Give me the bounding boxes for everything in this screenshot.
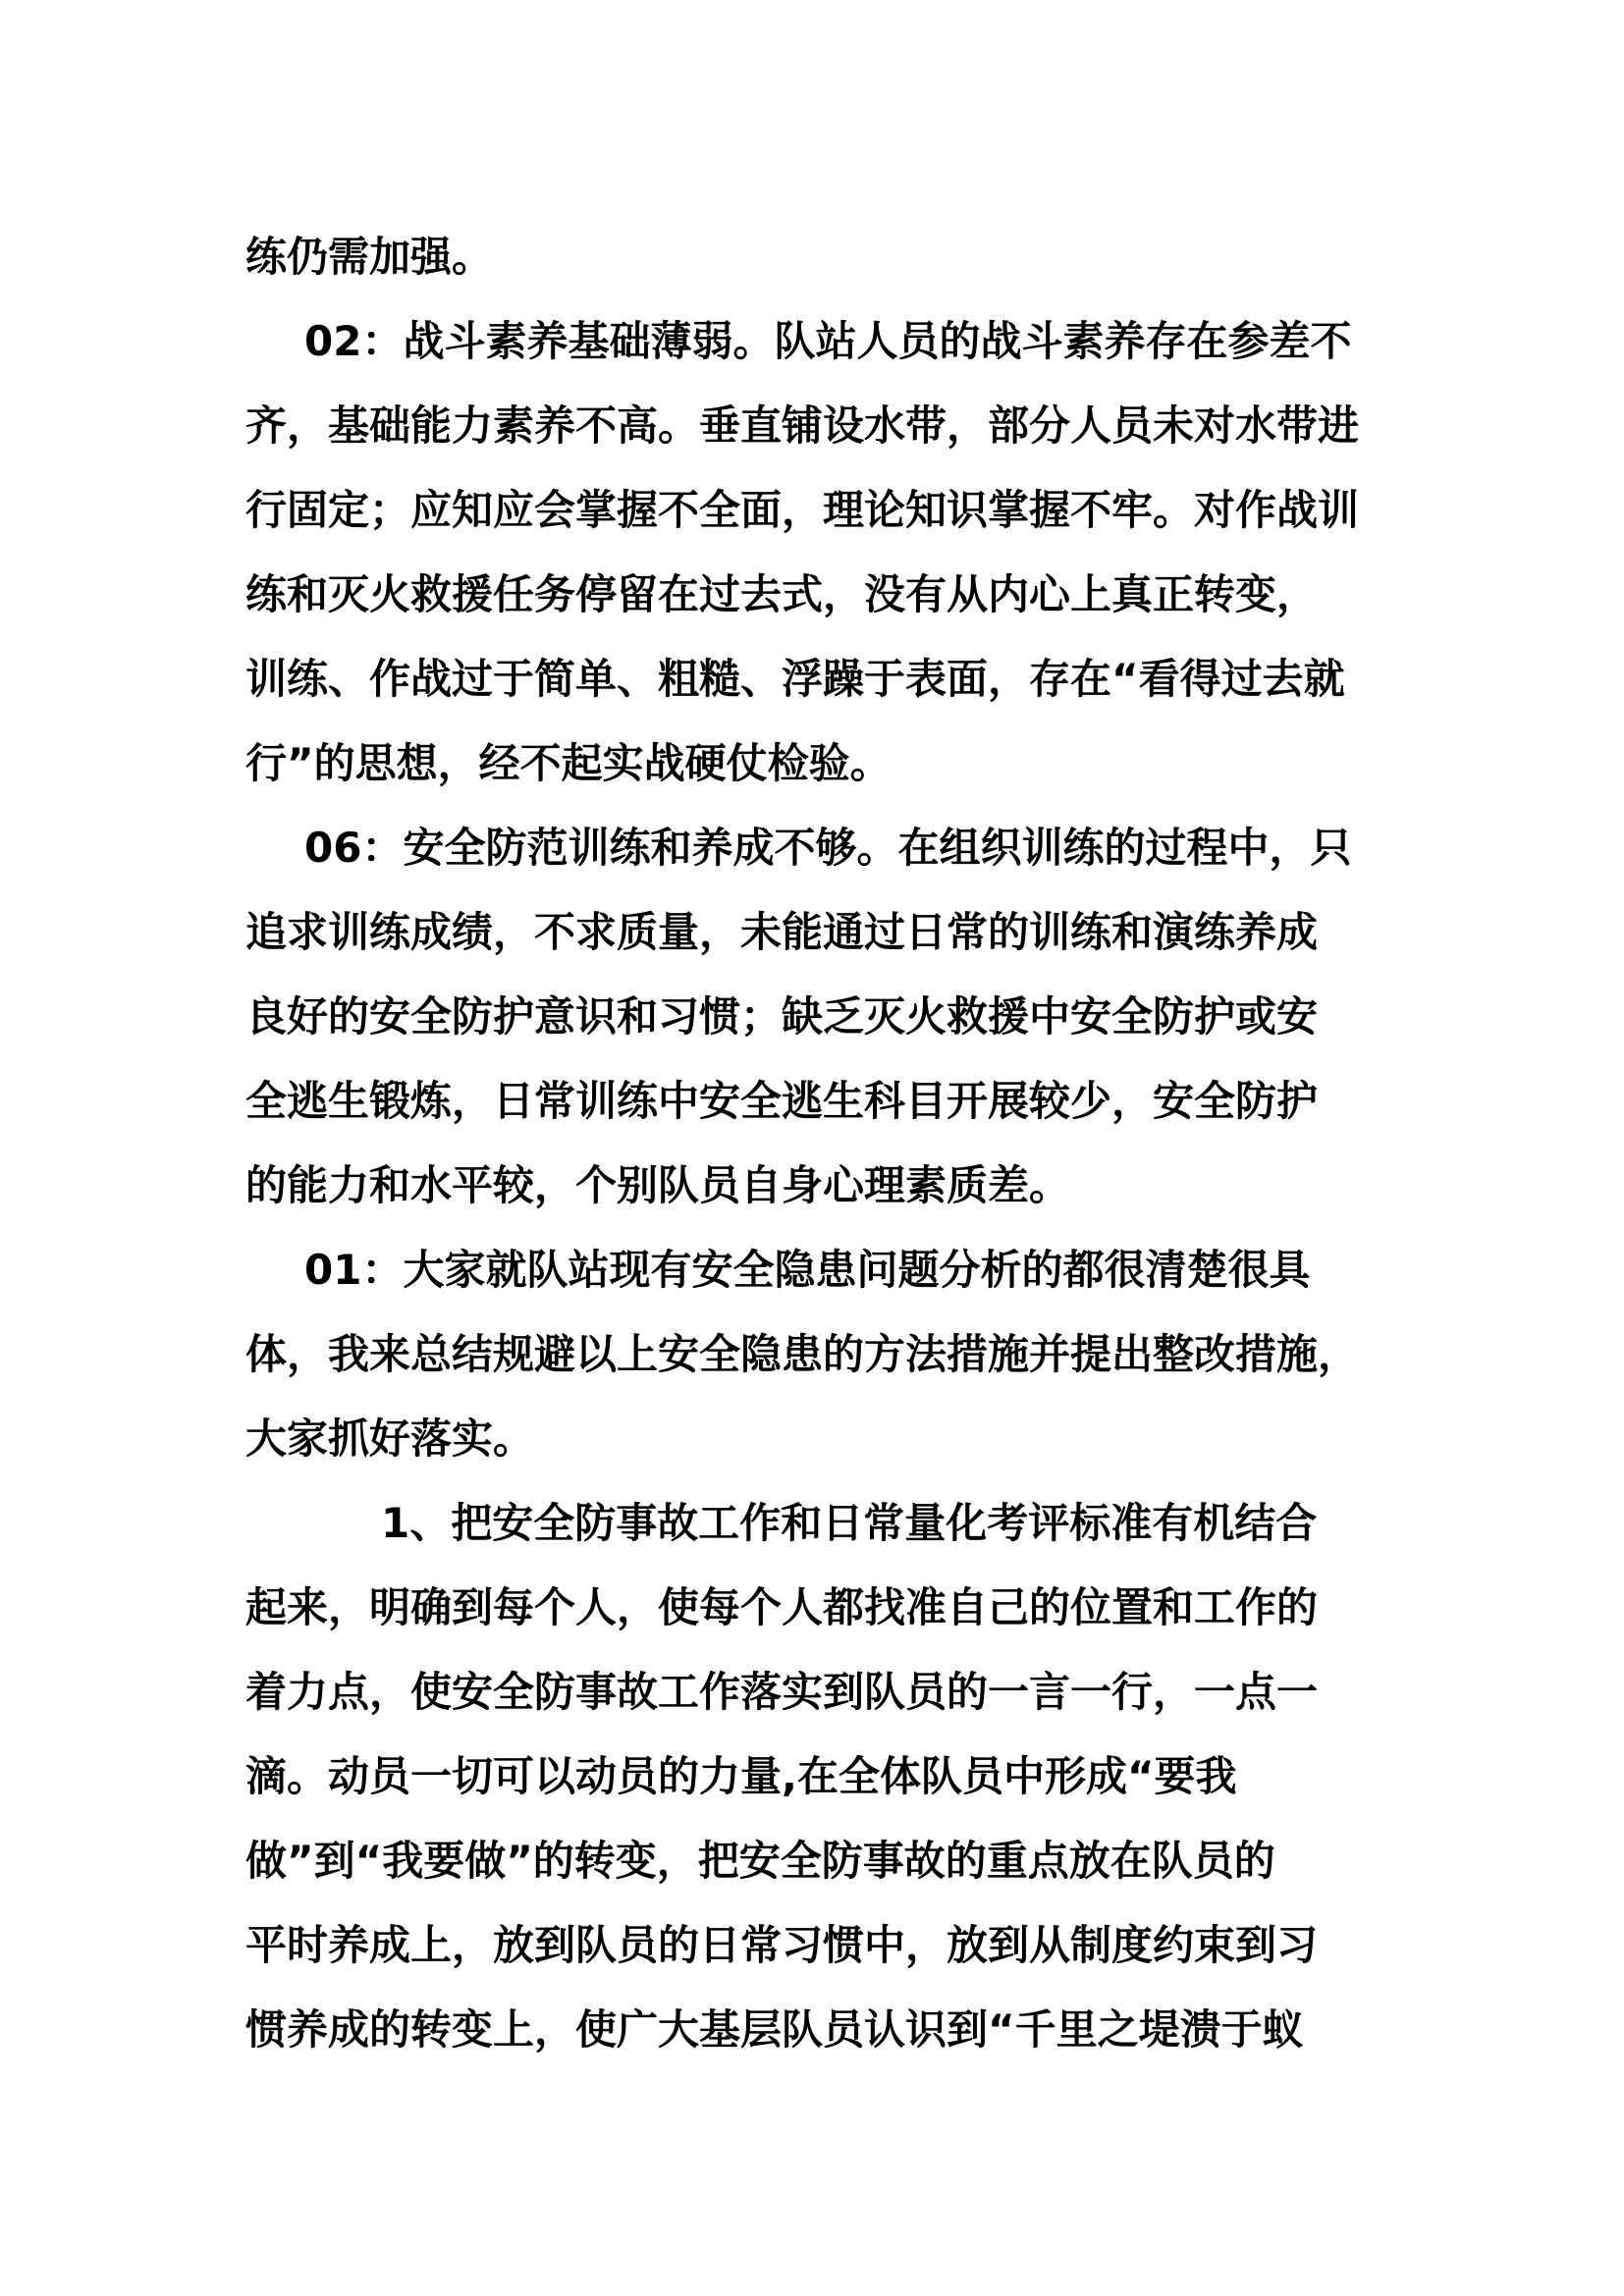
text-line: 着力点，使安全防事故工作落实到队员的一言一行，一点一	[245, 1668, 1319, 1716]
text-line: 起来，明确到每个人，使每个人都找准自己的位置和工作的	[245, 1583, 1319, 1631]
text-line: 平时养成上，放到队员的日常习惯中，放到从制度约束到习	[245, 1921, 1319, 1969]
text-line: 练和灭火救援任务停留在过去式，没有从内心上真正转变，	[245, 570, 1319, 618]
paragraph-speaker-01	[245, 1228, 1384, 1481]
paragraph-measure-1	[245, 1481, 1384, 2072]
text-line: 全逃生锻炼，日常训练中安全逃生科目开展较少，安全防护	[245, 1077, 1319, 1125]
paragraph-continuation	[245, 215, 1384, 299]
text-line: 齐，基础能力素养不高。垂直铺设水带，部分人员未对水带进	[245, 401, 1360, 450]
text-line: 体，我来总结规避以上安全隐患的方法措施并提出整改措施，	[245, 1330, 1360, 1378]
text-line: 良好的安全防护意识和习惯；缺乏灭火救援中安全防护或安	[245, 992, 1319, 1041]
text-line: 01：大家就队站现有安全隐患问题分析的都很清楚很具	[304, 1246, 1311, 1294]
text-line: 追求训练成绩，不求质量，未能通过日常的训练和演练养成	[245, 908, 1319, 956]
text-line: 行”的思想，经不起实战硬仗检验。	[245, 739, 892, 787]
text-line: 做”到“我要做”的转变，把安全防事故的重点放在队员的	[245, 1837, 1275, 1885]
text-line: 行固定；应知应会掌握不全面，理论知识掌握不牢。对作战训	[245, 486, 1360, 534]
text-line: 训练、作战过于简单、粗糙、浮躁于表面，存在“看得过去就	[245, 655, 1345, 703]
text-line: 02：战斗素养基础薄弱。队站人员的战斗素养存在参差不	[304, 317, 1352, 365]
text-line: 06：安全防范训练和养成不够。在组织训练的过程中，只	[304, 824, 1352, 872]
text-line: 大家抓好落实。	[245, 1415, 535, 1463]
text-line: 1、把安全防事故工作和日常量化考评标准有机结合	[381, 1499, 1318, 1547]
document-body	[245, 215, 1384, 2072]
text-line: 的能力和水平较，个别队员自身心理素质差。	[245, 1161, 1071, 1209]
text-line: 练仍需加强。	[245, 233, 494, 281]
text-line: 滴。动员一切可以动员的力量,在全体队员中形成“要我	[245, 1752, 1237, 1800]
text-line: 惯养成的转变上，使广大基层队员认识到“千里之堤溃于蚁	[245, 2005, 1304, 2054]
paragraph-speaker-06	[245, 806, 1384, 1228]
paragraph-speaker-02	[245, 299, 1384, 806]
